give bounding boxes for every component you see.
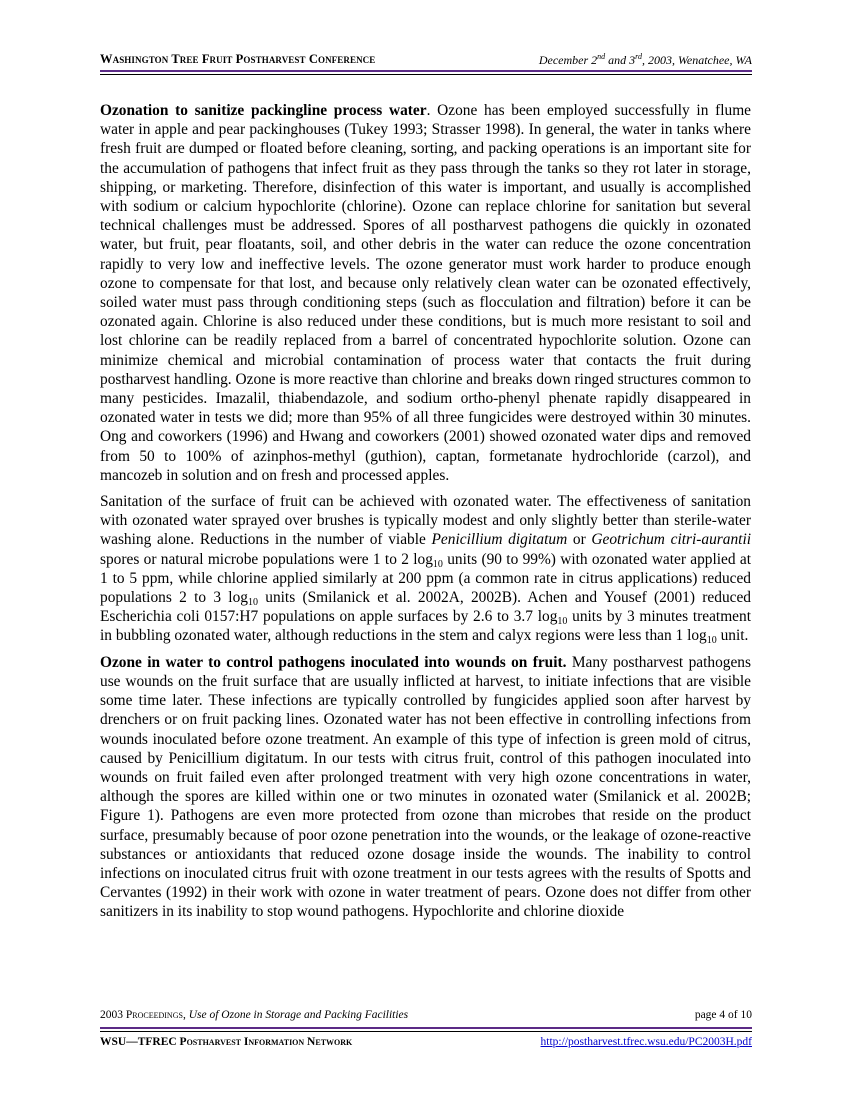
conference-title: Washington Tree Fruit Postharvest Conference (100, 52, 376, 66)
header-rule-black (100, 74, 752, 75)
paragraph-wound-pathogens: Ozone in water to control pathogens inoculated into wounds on fruit. Many postharvest pathogens use wounds on the fruit surface that are usually inflicted at harvest, to initiate infections that are visible some time later. These infections are typically controlled by fungicides applied soon after harvest by drenchers or on fruit packing lines. Ozonated water has not been effective in controlling infections from wounds inoculated before ozone treatment. An example of this type of infection is green mold of citrus, caused by Penicillium digitatum. In our tests with citrus fruit, control of this pathogen inoculated into wounds on fruit failed even after prolonged treatment with very high ozone concentrations in water, although the spores are killed within one or two minutes in ozonated water (Smilanick et al. 2002B; Figure 1). Pathogens are even more protected from ozone than microbes that reside on the product surface, presumably because of poor ozone penetration into the wounds, or the leakage of ozone-reactive substances or antioxidants that reduced ozone dosage inside the wounds. The inability to control infections on inoculated citrus fruit with ozone treatment in our tests agrees with the results of Spotts and Cervantes (1992) in their work with ozone in water treatment of pears. Ozone does not differ from other sanitizers in its inability to stop wound pathogens. Hypochlorite and chlorine dioxide (100, 653, 751, 921)
footer-rule-black (100, 1031, 752, 1032)
page-header (100, 52, 752, 68)
paragraph-fruit-surface-sanitation: Sanitation of the surface of fruit can be achieved with ozonated water. The effectiveness of sanitation with ozonated water sprayed over brushes is typically modest and only slightly better than sterile-water washing alone. Reductions in the number of viable Penicillium digitatum or Geotrichum citri-aurantii spores or natural microbe populations were 1 to 2 $\log_{10}$ units (90 to 99%) with ozonated water applied at 1 to 5 ppm, while chlorine applied similarly at 200 ppm (a common rate in citrus applications) reduced populations 2 to 3 $\log_{10}$ units (Smilanick et al. 2002A, 2002B). Achen and Yousef (2001) reduced Escherichia coli 0157:H7 populations on apple surfaces by 2.6 to 3.7 $\log_{10}$ units by 3 minutes treatment in bubbling ozonated water, although reductions in the stem and calyx regions were less than 1 $\log_{10}$ unit. (100, 493, 751, 647)
section-heading-wounds: Ozone in water to control pathogens inoculated into wounds on fruit. (100, 653, 567, 671)
proceedings-title: Use of Ozone in Storage and Packing Facilities (188, 1009, 409, 1021)
network-name: WSU—TFREC Postharvest Information Network (100, 1036, 353, 1048)
proceedings-label: 2003 Proceedings, (100, 1009, 186, 1021)
conference-date: December 2nd and 3rd, 2003, Wenatchee, WA (538, 52, 752, 67)
section-heading-ozonation: Ozonation to sanitize packingline process water (100, 102, 427, 119)
pdf-link[interactable]: http://postharvest.tfrec.wsu.edu/PC2003H.pdf (540, 1036, 752, 1048)
article-body (100, 101, 751, 929)
page-footer-network (100, 1036, 752, 1052)
page-number: page 4 of 10 (694, 1009, 752, 1021)
header-rule-purple (100, 70, 752, 72)
paragraph-ozonation-water: Ozonation to sanitize packingline process water. Ozone has been employed successfully in flume water in apple and pear packinghouses (Tukey 1993; Strasser 1998). In general, the water in tanks where fresh fruit are dumped or floated before cleaning, sorting, and packing operations is an important site for the accumulation of pathogens that infect fruit as they pass through the tanks so they rot later in storage, shipping, or marketing. Therefore, disinfection of this water is important, and usually is accomplished with sodium or calcium hypochlorite (chlorine). Ozone can replace chlorine for sanitation but several technical challenges must be addressed. Spores of all postharvest pathogens die quickly in ozonated water, but fruit, pear floatants, soil, and other debris in the water can reduce the ozone concentration rapidly to very low and ineffective levels. The ozone generator must work harder to produce enough ozone to compensate for that lost, and because only relatively clean water can be ozonated effectively, soiled water must pass through conditioning steps (such as flocculation and filtration) before it can be ozonated again. Chlorine is also reduced under these conditions, but is much more resistant to soil and lost chlorine can be readily replaced from a barrel of concentrated hypochlorite solution. Ozone can minimize chemical and microbial contamination of process water that contacts the fruit during postharvest handling. Ozone is more reactive than chlorine and breaks down ringed structures common to many pesticides. Imazalil, thiabendazole, and sodium ortho-phenyl phenate rapidly disappeared in ozonated water in tests we did; more than 95% of all three fungicides were destroyed within 30 minutes. Ong and coworkers (1996) and Hwang and coworkers (2001) showed ozonated water dips and removed from 50 to 100% of azinphos-methyl (guthion), captan, formetanate hydrochloride (carzol), and mancozeb in solution and on fresh and processed apples. (100, 102, 752, 484)
page-footer-proceedings (100, 1009, 752, 1025)
footer-rule-purple (100, 1027, 752, 1029)
